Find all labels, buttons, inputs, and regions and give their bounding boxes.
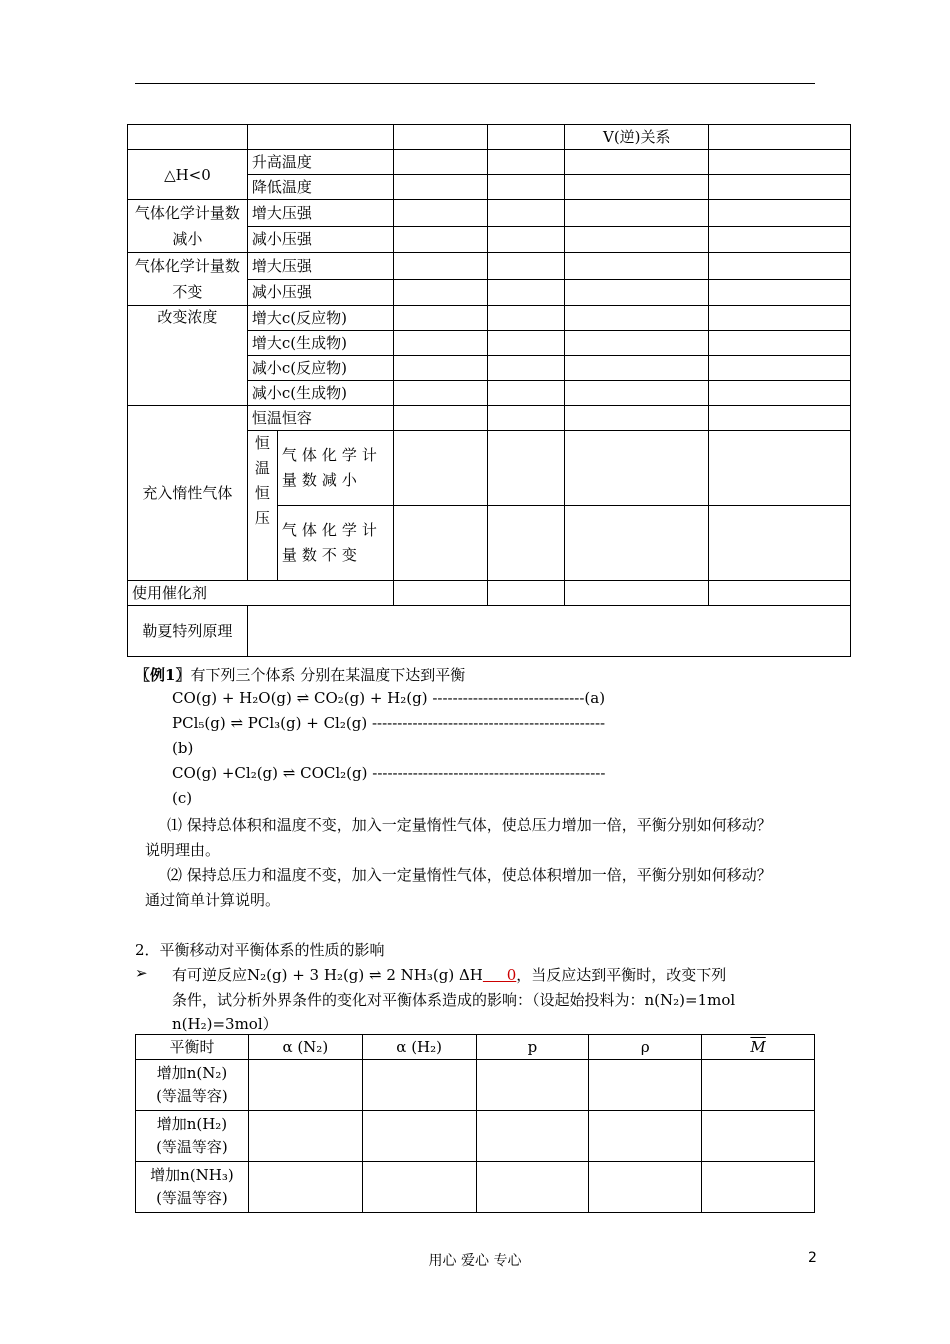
row-p-up: 增大压强 — [247, 200, 393, 227]
footer-text: 用心 爱心 专心 — [428, 1253, 522, 1269]
table-row-label: 增加n(NH₃) (等温等容) — [136, 1162, 249, 1213]
row-conc: 改变浓度 — [128, 306, 248, 406]
col-header: 平衡时 — [136, 1035, 249, 1060]
const-tp-char: 恒 — [254, 484, 270, 502]
bullet-icon: ➢ — [135, 964, 148, 982]
row-lechatelier: 勒夏特列原理 — [128, 606, 248, 657]
reaction-paragraph-2: 条件，试分析外界条件的变化对平衡体系造成的影响：（设起始投料为：n(N₂)=1mol — [172, 991, 736, 1009]
row-dh: △H<0 — [128, 150, 248, 200]
const-tp-char: 恒 — [254, 434, 270, 452]
header-v-reverse: V(逆)关系 — [565, 125, 709, 150]
page-number: 2 — [808, 1250, 817, 1266]
row-inert-same: 气体化学计量数不变 — [277, 506, 393, 581]
row-const-tp — [247, 431, 277, 581]
equilibrium-shift-table — [127, 124, 851, 657]
table-row-label: 增加n(N₂) (等温等容) — [136, 1060, 249, 1111]
const-tp-char: 温 — [254, 459, 270, 477]
property-table — [135, 1034, 815, 1213]
table-row-label: 增加n(H₂) (等温等容) — [136, 1111, 249, 1162]
header-rule — [135, 83, 815, 84]
dh-blank: 0 — [482, 966, 517, 984]
question-1: ⑴ 保持总体积和温度不变，加入一定量惰性气体，使总压力增加一倍，平衡分别如何移动？ — [167, 816, 772, 834]
reaction-b: PCl₅(g) ⇌ PCl₃(g) + Cl₂(g) ---------------------------------------------- — [172, 714, 606, 732]
example-title: 〖例1〗有下列三个体系 分别在某温度下达到平衡 — [135, 666, 466, 684]
row-catalyst: 使用催化剂 — [128, 581, 394, 606]
reaction-paragraph: 有可逆反应N₂(g) + 3 H₂(g) ⇌ 2 NH₃(g) ΔH 0，当反应达到平衡时，改变下列 — [172, 966, 727, 984]
row-gas-dec: 气体化学计量数减小 — [128, 200, 248, 253]
reaction-a: CO(g) + H₂O(g) ⇌ CO₂(g) + H₂(g) ------------------------------(a) — [172, 689, 606, 707]
row-c3: 减小c(反应物) — [247, 356, 393, 381]
row-p-down-2: 减小压强 — [247, 279, 393, 306]
row-p-down: 减小压强 — [247, 226, 393, 253]
row-c1: 增大c(反应物) — [247, 306, 393, 331]
row-c2: 增大c(生成物) — [247, 331, 393, 356]
question-2-cont: 通过简单计算说明。 — [145, 891, 281, 909]
col-header: α (H₂) — [362, 1035, 476, 1060]
reaction-c: CO(g) +Cl₂(g) ⇌ COCl₂(g) ---------------------------------------------- — [172, 764, 606, 782]
row-temp-up: 升高温度 — [247, 150, 393, 175]
const-tp-char: 压 — [254, 509, 270, 527]
row-inert: 充入惰性气体 — [128, 406, 248, 581]
row-inert-dec: 气体化学计量数减小 — [277, 431, 393, 506]
reaction-paragraph-3: n(H₂)=3mol） — [172, 1015, 278, 1033]
reaction-b-label: (b) — [172, 739, 194, 757]
section-heading: 2．平衡移动对平衡体系的性质的影响 — [135, 941, 385, 959]
row-temp-down: 降低温度 — [247, 175, 393, 200]
col-header: ρ — [589, 1035, 702, 1060]
col-header: p — [476, 1035, 589, 1060]
col-header: $\overline{M}$ — [702, 1035, 815, 1060]
row-const-tv: 恒温恒容 — [247, 406, 393, 431]
col-header: α (N₂) — [248, 1035, 362, 1060]
row-p-up-2: 增大压强 — [247, 253, 393, 280]
row-gas-same: 气体化学计量数不变 — [128, 253, 248, 306]
question-1-cont: 说明理由。 — [145, 841, 221, 859]
reaction-c-label: (c) — [172, 789, 193, 807]
row-c4: 减小c(生成物) — [247, 381, 393, 406]
question-2: ⑵ 保持总压力和温度不变，加入一定量惰性气体，使总体积增加一倍，平衡分别如何移动？ — [167, 866, 772, 884]
